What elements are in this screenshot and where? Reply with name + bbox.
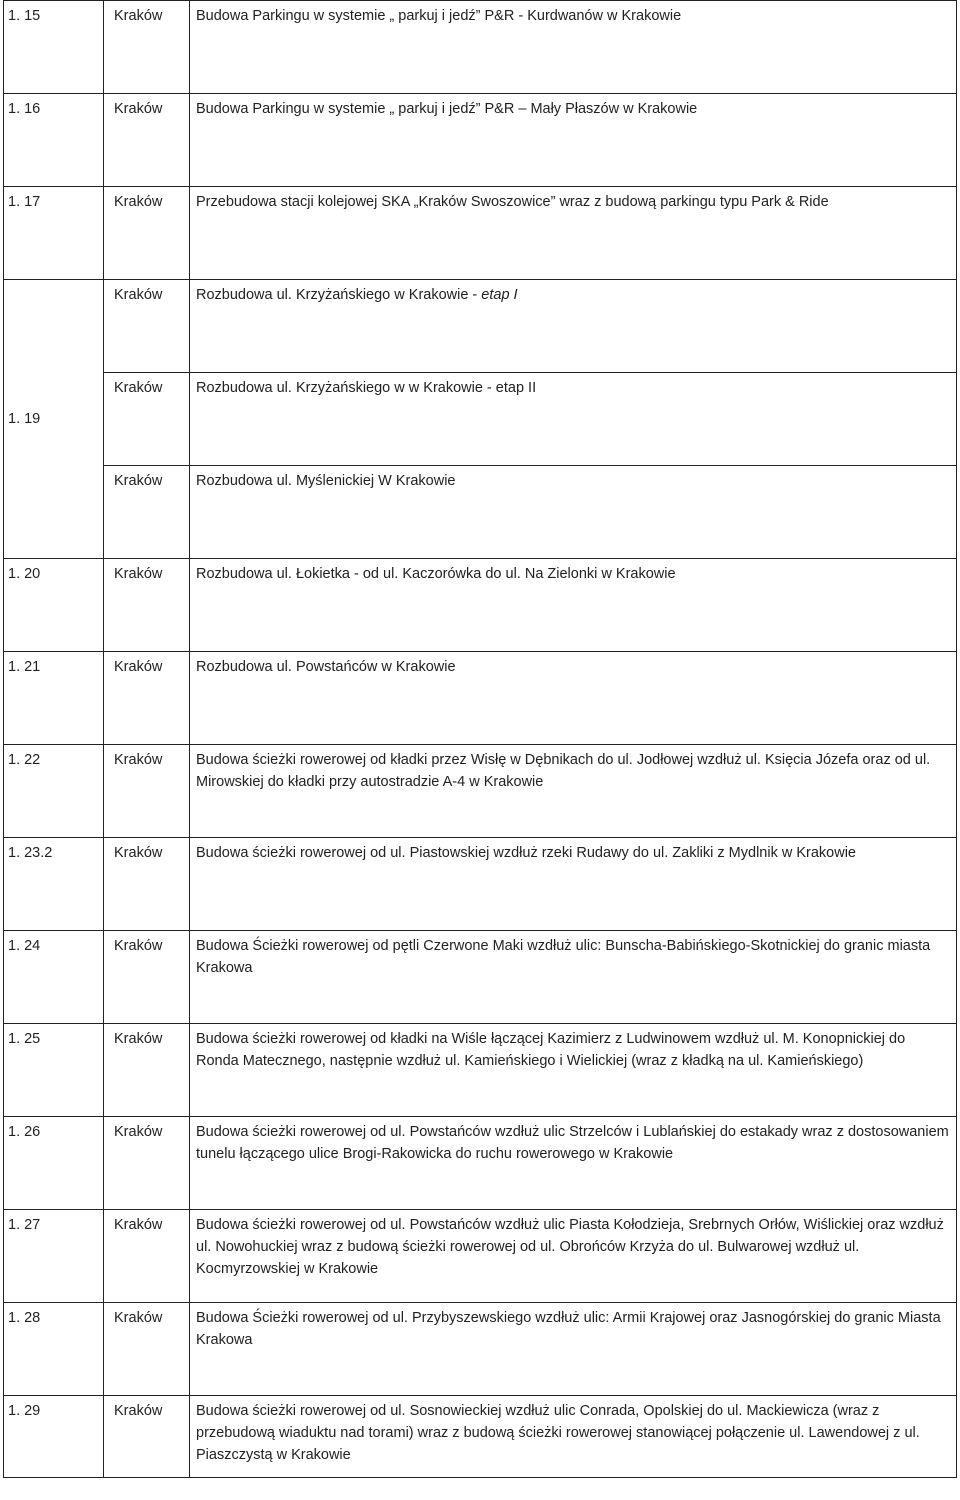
row-description: Budowa Parkingu w systemie „ parkuj i jedź” P&R - Kurdwanów w Krakowie: [190, 1, 957, 94]
row-number: 1. 16: [4, 94, 104, 187]
row-city: Kraków: [104, 745, 190, 838]
row-description: [190, 466, 957, 559]
row-city: Kraków: [104, 1396, 190, 1478]
row-description: Budowa Ścieżki rowerowej od pętli Czerwone Maki wzdłuż ulic: Bunscha-Babińskiego-Skotnickiej do granic miasta Krakowa: [190, 931, 957, 1024]
row-city: Kraków: [104, 373, 190, 466]
row-description: Budowa ścieżki rowerowej od ul. Piastowskiej wzdłuż rzeki Rudawy do ul. Zakliki z Mydlnik w Krakowie: [190, 838, 957, 931]
row-city: Kraków: [104, 1303, 190, 1396]
row-description: Rozbudowa ul. Powstańców w Krakowie: [190, 652, 957, 745]
row-description: Budowa ścieżki rowerowej od ul. Sosnowieckiej wzdłuż ulic Conrada, Opolskiej do ul. Mackiewicza (wraz z przebudową wiaduktu nad torami) wraz z budową ścieżki rowerowej stanowiącej połączenie ul. Lawendowej z ul. Piaszczystą w Krakowie: [190, 1396, 957, 1478]
row-description: Budowa Ścieżki rowerowej od ul. Przybyszewskiego wzdłuż ulic: Armii Krajowej oraz Jasnogórskiej do granic Miasta Krakowa: [190, 1303, 957, 1396]
row-number: 1. 20: [4, 559, 104, 652]
table-row: [4, 745, 957, 838]
row-city: Kraków: [104, 466, 190, 559]
row-city: Kraków: [104, 280, 190, 373]
row-number: 1. 26: [4, 1117, 104, 1210]
row-number: 1. 21: [4, 652, 104, 745]
row-description: Budowa ścieżki rowerowej od ul. Powstańców wzdłuż ulic Strzelców i Lublańskiej do estakady wraz z dostosowaniem tunelu łączącego ulice Brogi-Rakowicka do ruchu rowerowego w Krakowie: [190, 1117, 957, 1210]
row-number: 1. 22: [4, 745, 104, 838]
table-row: [4, 280, 957, 373]
row-city: Kraków: [104, 652, 190, 745]
row-number: 1. 25: [4, 1024, 104, 1117]
row-number: 1. 23.2: [4, 838, 104, 931]
row-number: 1. 17: [4, 187, 104, 280]
row-description: Budowa ścieżki rowerowej od kładki na Wiśle łączącej Kazimierz z Ludwinowem wzdłuż ul. M. Konopnickiej do Ronda Matecznego, następnie wzdłuż ul. Kamieńskiego i Wielickiej (wraz z kładką na ul. Kamieńskiego): [190, 1024, 957, 1117]
table-row: [4, 373, 957, 466]
row-description: Budowa ścieżki rowerowej od ul. Powstańców wzdłuż ulic Piasta Kołodzieja, Srebrnych Orłów, Wiślickiej oraz wzdłuż ul. Nowohuckiej wraz z budową ścieżki rowerowej od ul. Obrońców Krzyża do ul. Bulwarowej wzdłuż ul. Kocmyrzowskiej w Krakowie: [190, 1210, 957, 1303]
table-row: [4, 559, 957, 652]
row-city: Kraków: [104, 838, 190, 931]
row-description: Rozbudowa ul. Łokietka - od ul. Kaczorówka do ul. Na Zielonki w Krakowie: [190, 559, 957, 652]
row-description: Budowa Parkingu w systemie „ parkuj i jedź” P&R – Mały Płaszów w Krakowie: [190, 94, 957, 187]
table-row: [4, 1117, 957, 1210]
table-row: [4, 1, 957, 94]
row-number: 1. 15: [4, 1, 104, 94]
row-description-italic: etap I: [481, 287, 518, 303]
row-description-text: Rozbudowa ul. Krzyżańskiego w Krakowie -: [196, 287, 482, 303]
row-description-text: Rozbudowa ul. Krzyżańskiego w w Krakowie - etap II: [196, 380, 537, 396]
table-row: [4, 94, 957, 187]
row-description: Przebudowa stacji kolejowej SKA „Kraków Swoszowice” wraz z budową parkingu typu Park & Ride: [190, 187, 957, 280]
projects-table-body: [4, 1, 957, 1478]
table-row: [4, 652, 957, 745]
table-row: [4, 838, 957, 931]
row-city: Kraków: [104, 1117, 190, 1210]
row-description: Budowa ścieżki rowerowej od kładki przez Wisłę w Dębnikach do ul. Jodłowej wzdłuż ul. Księcia Józefa oraz od ul. Mirowskiej do kładki przy autostradzie A-4 w Krakowie: [190, 745, 957, 838]
table-row: [4, 931, 957, 1024]
row-city: Kraków: [104, 559, 190, 652]
row-city: Kraków: [104, 1, 190, 94]
table-row: [4, 187, 957, 280]
row-description-text: Rozbudowa ul. Myślenickiej W Krakowie: [196, 473, 456, 489]
row-number: 1. 27: [4, 1210, 104, 1303]
table-row: [4, 1396, 957, 1478]
row-city: Kraków: [104, 94, 190, 187]
row-number: 1. 19: [4, 280, 104, 559]
projects-table: [3, 0, 957, 1478]
row-description: [190, 373, 957, 466]
row-number: 1. 29: [4, 1396, 104, 1478]
row-city: Kraków: [104, 931, 190, 1024]
row-city: Kraków: [104, 187, 190, 280]
table-row: [4, 1210, 957, 1303]
row-city: Kraków: [104, 1024, 190, 1117]
row-description: [190, 280, 957, 373]
row-city: Kraków: [104, 1210, 190, 1303]
table-row: [4, 1024, 957, 1117]
table-row: [4, 466, 957, 559]
row-number: 1. 24: [4, 931, 104, 1024]
table-row: [4, 1303, 957, 1396]
row-number: 1. 28: [4, 1303, 104, 1396]
